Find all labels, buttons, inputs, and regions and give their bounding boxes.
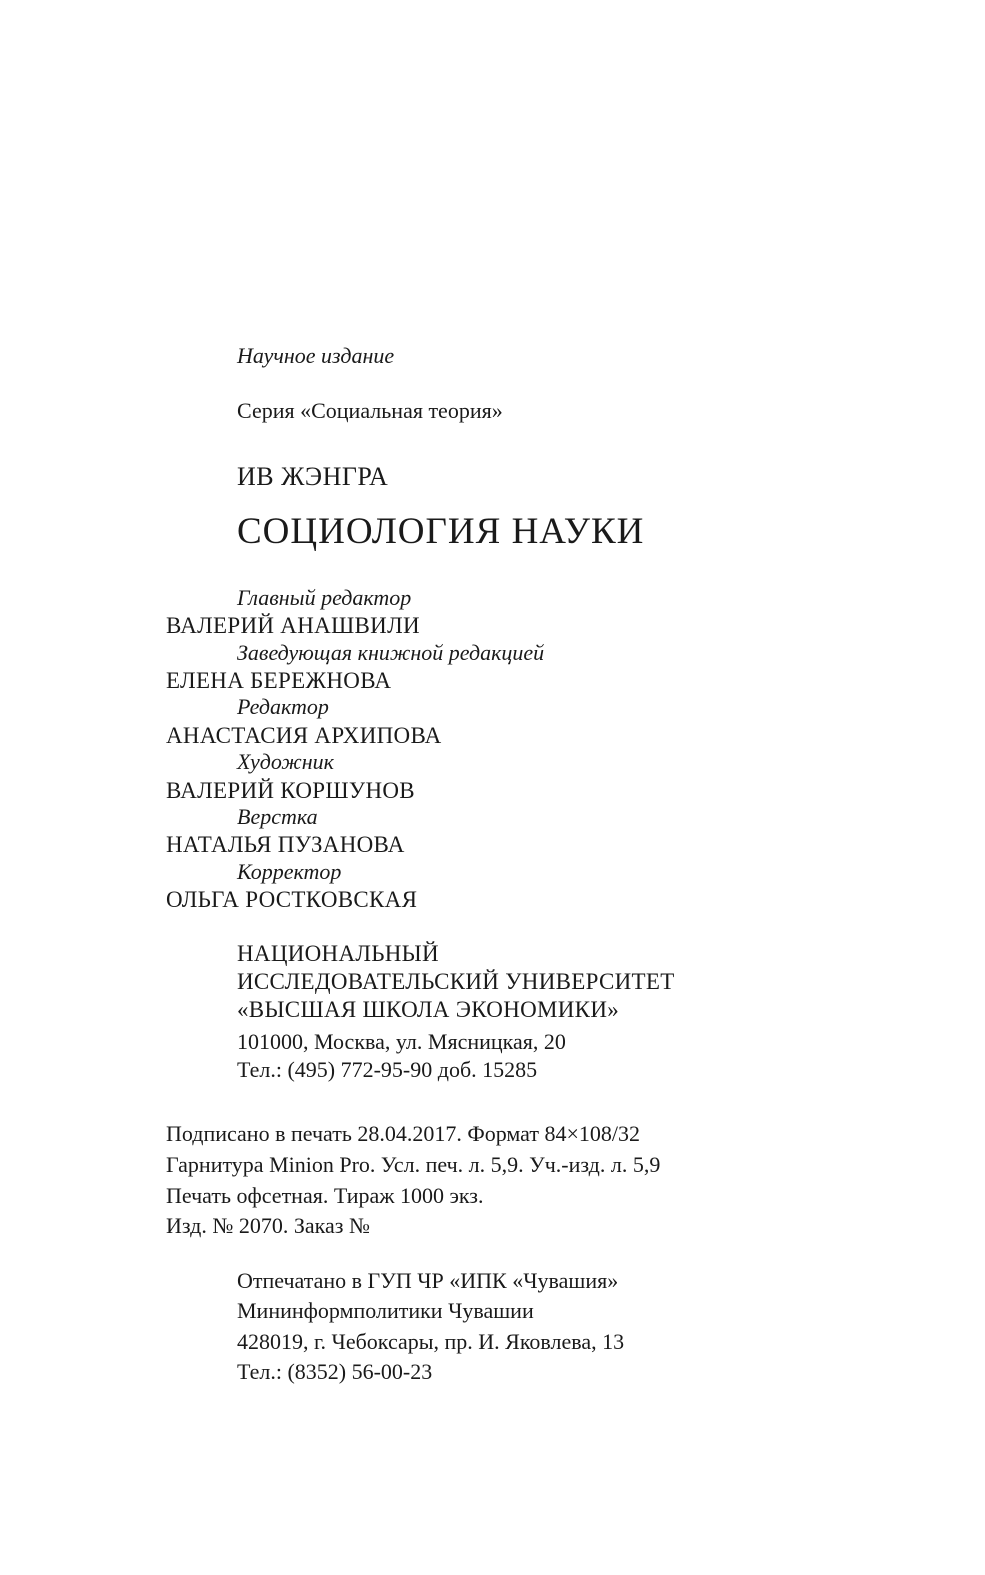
credit-role: Редактор: [237, 694, 329, 719]
author-name: ИВ ЖЭНГРА: [237, 462, 389, 491]
printer-line: Mининформполитики Чувашии: [237, 1298, 534, 1323]
edition-type: Научное издание: [237, 343, 395, 368]
credit-role: Заведующая книжной редакцией: [237, 640, 545, 665]
credit-name: ВАЛЕРИЙ КОРШУНОВ: [166, 778, 415, 803]
publisher-name-line: «ВЫСШАЯ ШКОЛА ЭКОНОМИКИ»: [237, 997, 620, 1022]
printer-line: Отпечатано в ГУП ЧР «ИПК «Чувашия»: [237, 1268, 619, 1293]
credit-role: Корректор: [237, 859, 342, 884]
credit-name: ОЛЬГА РОСТКОВСКАЯ: [166, 887, 418, 912]
publisher-name-line: ИССЛЕДОВАТЕЛЬСКИЙ УНИВЕРСИТЕТ: [237, 969, 675, 994]
credit-name: ЕЛЕНА БЕРЕЖНОВА: [166, 668, 392, 693]
imprint-line: Изд. № 2070. Заказ №: [166, 1213, 370, 1238]
series-label: Серия «Социальная теория»: [237, 398, 503, 423]
credit-role: Верстка: [237, 804, 318, 829]
publisher-name-line: НАЦИОНАЛЬНЫЙ: [237, 941, 439, 966]
publisher-phone: Тел.: (495) 772-95-90 доб. 15285: [237, 1057, 538, 1082]
imprint-line: Печать офсетная. Тираж 1000 экз.: [166, 1183, 484, 1208]
imprint-line: Гарнитура Minion Pro. Усл. печ. л. 5,9. Уч.-изд. л. 5,9: [166, 1152, 661, 1177]
publisher-address: 101000, Москва, ул. Мясницкая, 20: [237, 1029, 566, 1054]
printer-line: Тел.: (8352) 56-00-23: [237, 1359, 433, 1384]
credit-name: ВАЛЕРИЙ АНАШВИЛИ: [166, 613, 420, 638]
printer-line: 428019, г. Чебоксары, пр. И. Яковлева, 13: [237, 1329, 625, 1354]
credit-name: НАТАЛЬЯ ПУЗАНОВА: [166, 832, 405, 857]
book-title: СОЦИОЛОГИЯ НАУКИ: [237, 511, 645, 552]
credit-role: Художник: [237, 749, 334, 774]
credit-name: АНАСТАСИЯ АРХИПОВА: [166, 723, 442, 748]
imprint-line: Подписано в печать 28.04.2017. Формат 84×108/32: [166, 1121, 640, 1146]
credit-role: Главный редактор: [237, 585, 412, 610]
